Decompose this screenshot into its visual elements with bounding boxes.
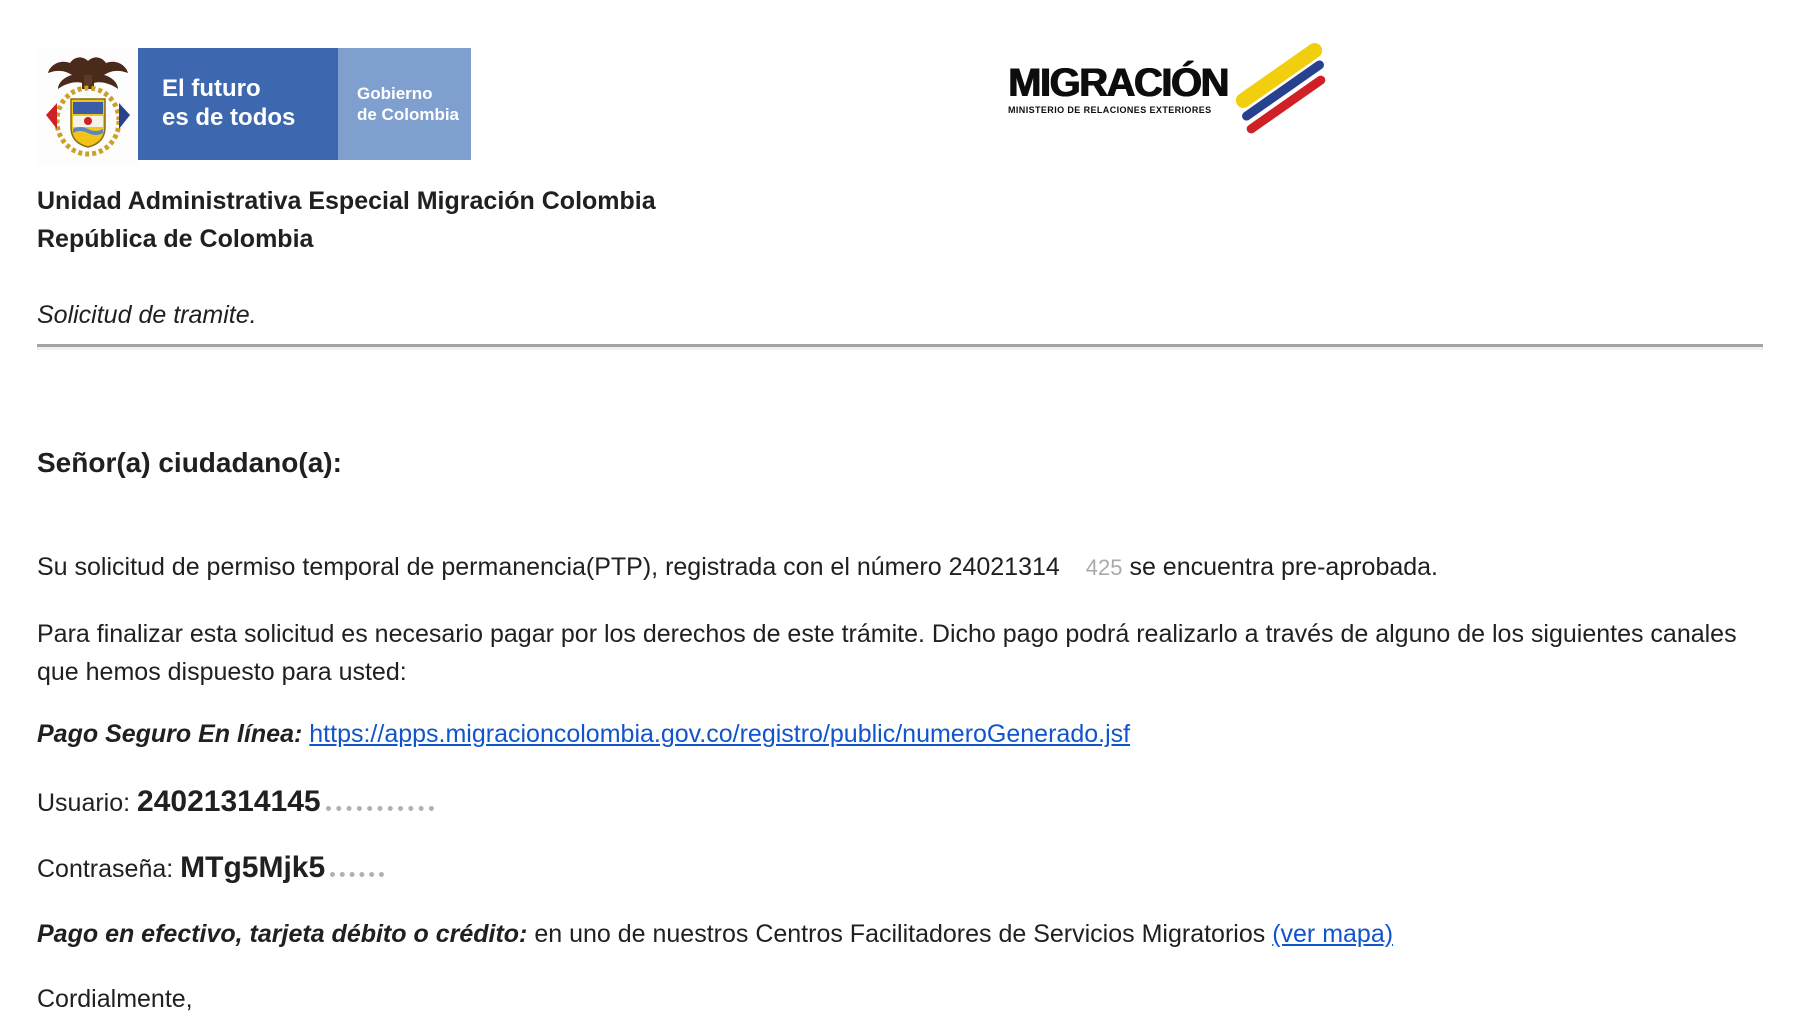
online-payment-line: [37, 715, 1763, 753]
crest-box: [37, 48, 138, 166]
contrasena-line: [37, 849, 1763, 888]
gobierno-colombia-banner: [37, 48, 471, 160]
online-payment-label: Pago Seguro En línea:: [37, 720, 303, 748]
permit-number-redacted: 425: [1085, 555, 1123, 580]
gobierno-box: [338, 48, 471, 160]
subject-line: Solicitud de tramite.: [37, 301, 257, 329]
slogan-line2: es de todos: [162, 104, 296, 131]
usuario-label: Usuario:: [37, 789, 138, 817]
cash-payment-label: Pago en efectivo, tarjeta débito o crédito:: [37, 920, 528, 948]
gobierno-line1: Gobierno: [357, 83, 433, 103]
org-name-line2: República de Colombia: [37, 225, 314, 253]
permit-number: 24021314: [948, 553, 1060, 581]
slogan-box: [138, 48, 338, 160]
request-text-after: se encuentra pre-aprobada.: [1122, 553, 1439, 581]
letterhead-header: [0, 0, 1800, 182]
cash-payment-line: [37, 915, 1763, 953]
request-text-before: Su solicitud de permiso temporal de permanencia(PTP), registrada con el número: [37, 553, 949, 581]
migracion-logo: [1008, 62, 1308, 132]
contrasena-redaction-smudge: [330, 864, 384, 877]
usuario-value: 24021314145: [137, 785, 321, 818]
org-name-line1: Unidad Administrativa Especial Migración Colombia: [37, 187, 656, 215]
usuario-redaction-smudge: [326, 798, 434, 811]
contrasena-value: MTg5Mjk5: [180, 851, 326, 884]
slogan-line1: El futuro: [162, 75, 261, 103]
salutation: Señor(a) ciudadano(a):: [37, 447, 342, 478]
colombia-crest-icon: [44, 55, 132, 159]
closing-line: Cordialmente,: [37, 985, 193, 1013]
migracion-subtitle: MINISTERIO DE RELACIONES EXTERIORES: [1008, 105, 1212, 115]
usuario-line: [37, 783, 1763, 822]
gobierno-line2: de Colombia: [357, 105, 460, 124]
ver-mapa-link[interactable]: (ver mapa): [1272, 920, 1394, 948]
request-status-paragraph: [37, 548, 1763, 587]
cash-payment-text: en uno de nuestros Centros Facilitadores de Servicios Migratorios: [527, 920, 1273, 948]
migracion-title: MIGRACIÓN: [1008, 61, 1228, 105]
payment-instructions-paragraph: Para finalizar esta solicitud es necesario pagar por los derechos de este trámite. Dicho pago podrá realizarlo a través de alguno de los siguientes canales que hemos dispuesto para usted:: [37, 620, 1737, 686]
contrasena-label: Contraseña:: [37, 855, 181, 883]
letter-content: [0, 182, 1763, 1018]
divider-rule: [37, 344, 1763, 350]
online-payment-link[interactable]: https://apps.migracioncolombia.gov.co/registro/public/numeroGenerado.jsf: [309, 720, 1131, 748]
